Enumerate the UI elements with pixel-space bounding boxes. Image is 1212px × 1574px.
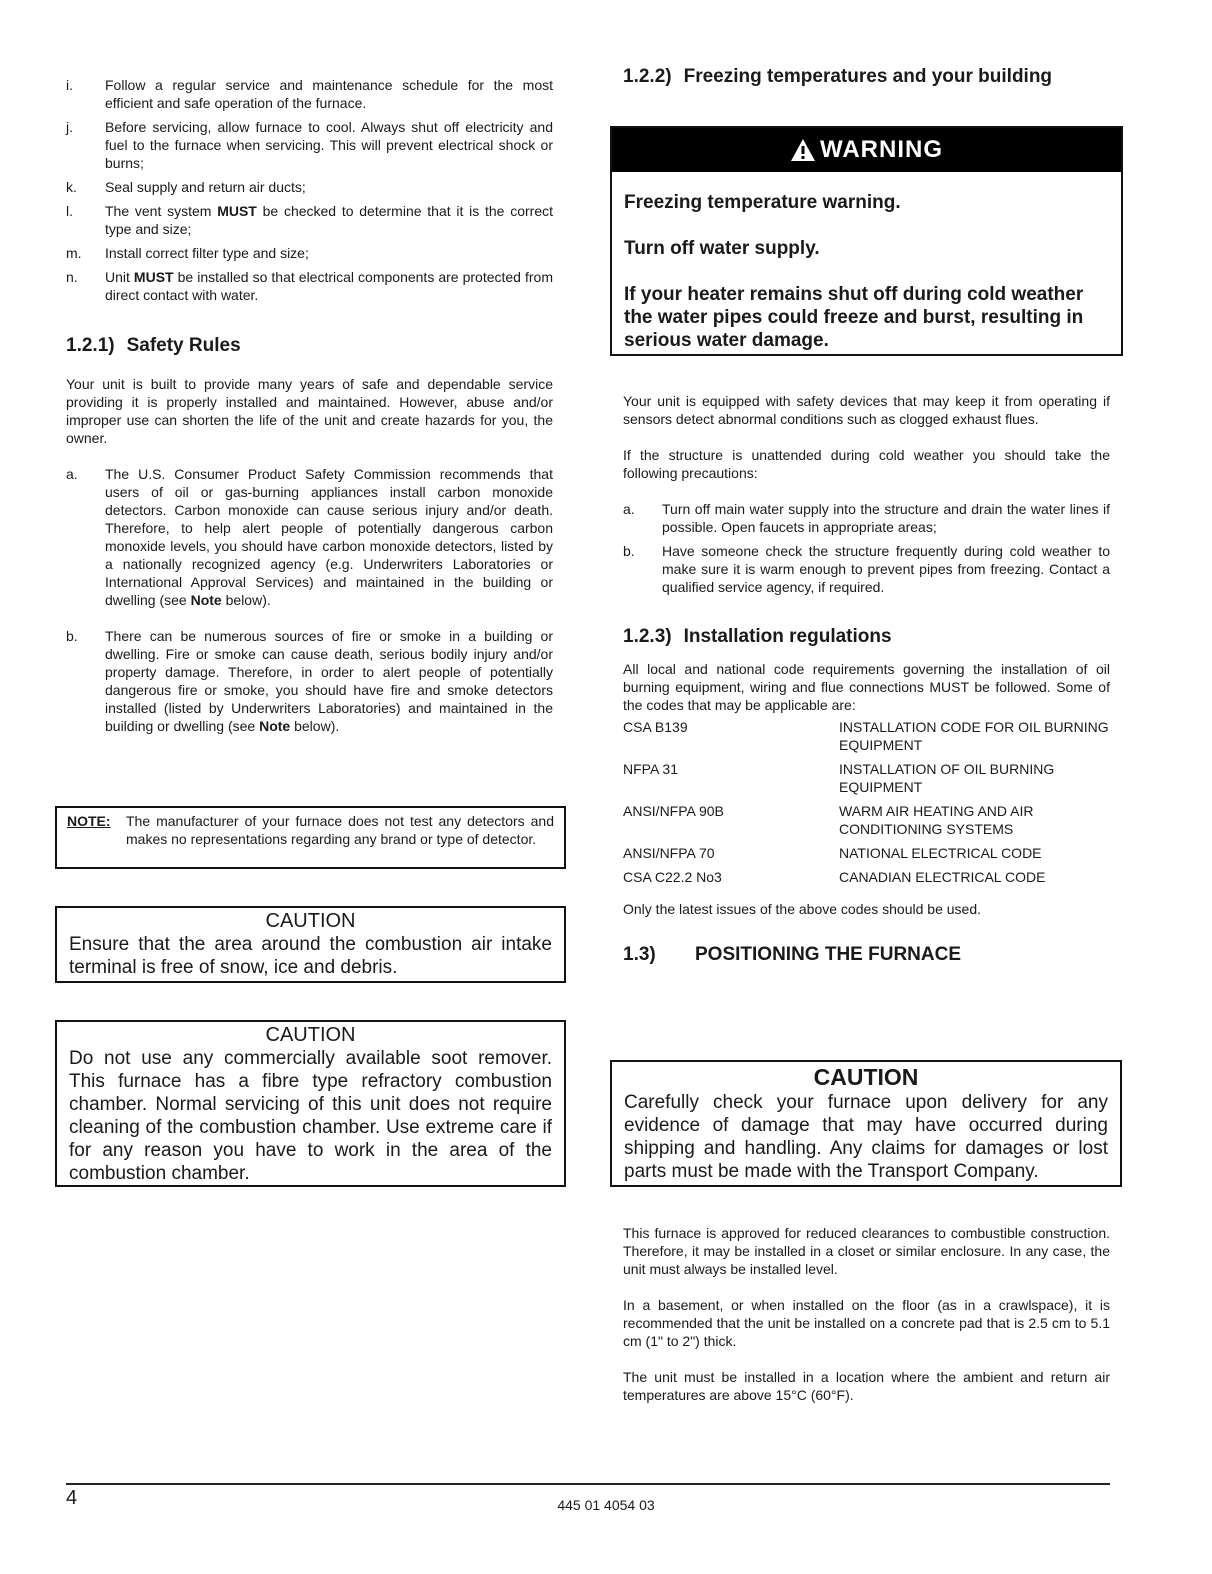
list-item-text: Seal supply and return air ducts; [105,179,306,195]
table-row: ANSI/NFPA 90B WARM AIR HEATING AND AIR CONDITIONING SYSTEMS [623,803,1034,837]
caution-text: Do not use any commercially available soot remover. This furnace has a fibre type refractory combustion chamber. Normal servicing of this unit does not require cleaning of the combustion chamber. Use extreme care if for any reason you have to work in the area of the combustion chamber. [69,1048,552,1184]
caution-text: Carefully check your furnace upon delivery for any evidence of damage that may have occurred during shipping and handling. Any claims for damages or lost parts must be made with the Transport Company. [624,1092,1108,1182]
table-row: CSA B139 INSTALLATION CODE FOR OIL BURNING EQUIPMENT [623,719,1109,753]
positioning-p3: The unit must be installed in a location where the ambient and return air temperatures are above 15°C (60°F). [623,1369,1110,1403]
list-item: m. Install correct filter type and size; [66,245,309,261]
positioning-p1: This furnace is approved for reduced clearances to combustible construction. Therefore, it may be installed in a closet or similar enclosure. In any case, the unit must always be installed level. [623,1225,1110,1277]
freezing-p1: Your unit is equipped with safety devices that may keep it from operating if sensors detect abnormal conditions such as clogged exhaust flues. [623,393,1110,427]
warning-label: WARNING [820,136,943,163]
caution-box-soot [55,1020,566,1187]
list-item-text: Follow a regular service and maintenance schedule for the most efficient and safe operation of the furnace. [105,77,553,111]
installation-outro: Only the latest issues of the above codes should be used. [623,901,982,917]
page-number: 4 [66,1487,78,1509]
list-item: j. Before servicing, allow furnace to cool. Always shut off electricity and fuel to the furnace when servicing. This will prevent electrical shock or burns; [66,119,553,171]
safety-intro: Your unit is built to provide many years of safe and dependable service providing it is properly installed and maintained. However, abuse and/or improper use can shorten the life of the unit and create hazards for you, the owner. [66,376,553,446]
caution-box-intake [55,906,566,983]
freezing-heading: 1.2.2) Freezing temperatures and your building [623,66,1053,87]
positioning-body [623,1224,1110,1422]
table-row: ANSI/NFPA 70 NATIONAL ELECTRICAL CODE [623,845,1042,861]
warning-box [610,126,1123,356]
warning-line: Freezing temperature warning. [624,192,901,213]
installation-intro: All local and national code requirements governing the installation of oil burning equipment, wiring and flue connections MUST be followed. Some of the codes that may be applicable are: [623,661,1110,713]
right-column [623,66,1110,88]
left-column [66,76,553,741]
positioning-p2: In a basement, or when installed on the floor (as in a crawlspace), it is recommended that the unit be installed on a concrete pad that is 2.5 cm to 5.1 cm (1" to 2") thick. [623,1297,1110,1349]
list-item: a. Turn off main water supply into the structure and drain the water lines if possible. Open faucets in appropriate areas; [623,501,1110,535]
warning-line: Turn off water supply. [624,238,820,259]
caution-text: Ensure that the area around the combustion air intake terminal is free of snow, ice and debris. [69,934,552,978]
note-label: NOTE: [67,813,111,829]
list-item: b. Have someone check the structure frequently during cold weather to make sure it is warm enough to prevent pipes from freezing. Contact a qualified service agency, if required. [623,543,1110,595]
list-item: a. The U.S. Consumer Product Safety Commission recommends that users of oil or gas-burning appliances install carbon monoxide detectors. Carbon monoxide can cause serious injury and/or death. Therefore, to help alert people of potentially dangerous carbon monoxide levels, you should have carbon monoxide detectors, listed by a nationally recognized agency (e.g. Underwriters Laboratories or International Approval Services) and maintained in the building or dwelling (see Note below). [66,466,553,608]
maintenance-list [66,76,553,304]
list-item: k. Seal supply and return air ducts; [66,179,306,195]
freezing-p2: If the structure is unattended during cold weather you should take the following precautions: [623,447,1110,481]
warning-bar [612,128,1121,172]
caution-title: CAUTION [265,1024,356,1046]
warning-line: If your heater remains shut off during cold weather the water pipes could freeze and burst, resulting in serious water damage. [624,284,1084,351]
list-item: i. Follow a regular service and maintenance schedule for the most efficient and safe operation of the furnace. [66,77,553,111]
caution-title: CAUTION [813,1064,919,1090]
note-box [55,806,566,869]
list-item: b. There can be numerous sources of fire or smoke in a building or dwelling. Fire or smoke can cause death, serious bodily injury and/or property damage. Therefore, in order to alert people of potentially dangerous fire or smoke, you should have fire and smoke detectors installed (listed by Underwriters Laboratories) and maintained in the building or dwelling (see Note below). [66,628,553,734]
positioning-heading: 1.3) POSITIONING THE FURNACE [623,944,962,965]
list-item-text: Before servicing, allow furnace to cool. Always shut off electricity and fuel to the furnace when servicing. This will prevent electrical shock or burns; [105,119,553,171]
document-number: 445 01 4054 03 [557,1497,655,1513]
precautions-list [623,500,1110,596]
installation-heading: 1.2.3) Installation regulations [623,626,892,647]
warning-triangle-icon [790,138,816,162]
codes-table [623,718,1110,886]
list-item-text: Install correct filter type and size; [105,245,309,261]
caution-box-delivery [610,1060,1122,1187]
footer-rule [66,1483,1110,1485]
safety-list [66,465,553,735]
freezing-body [623,392,1110,966]
safety-rules-heading: 1.2.1) Safety Rules [66,335,241,356]
table-row: CSA C22.2 No3 CANADIAN ELECTRICAL CODE [623,869,1046,885]
caution-title: CAUTION [265,910,356,932]
list-item: l. The vent system MUST be checked to determine that it is the correct type and size; [66,203,553,237]
list-item: n. Unit MUST be installed so that electrical components are protected from direct contact with water. [66,269,553,303]
note-text: The manufacturer of your furnace does not test any detectors and makes no representations regarding any brand or type of detector. [126,813,554,847]
table-row: NFPA 31 INSTALLATION OF OIL BURNING EQUIPMENT [623,761,1055,795]
